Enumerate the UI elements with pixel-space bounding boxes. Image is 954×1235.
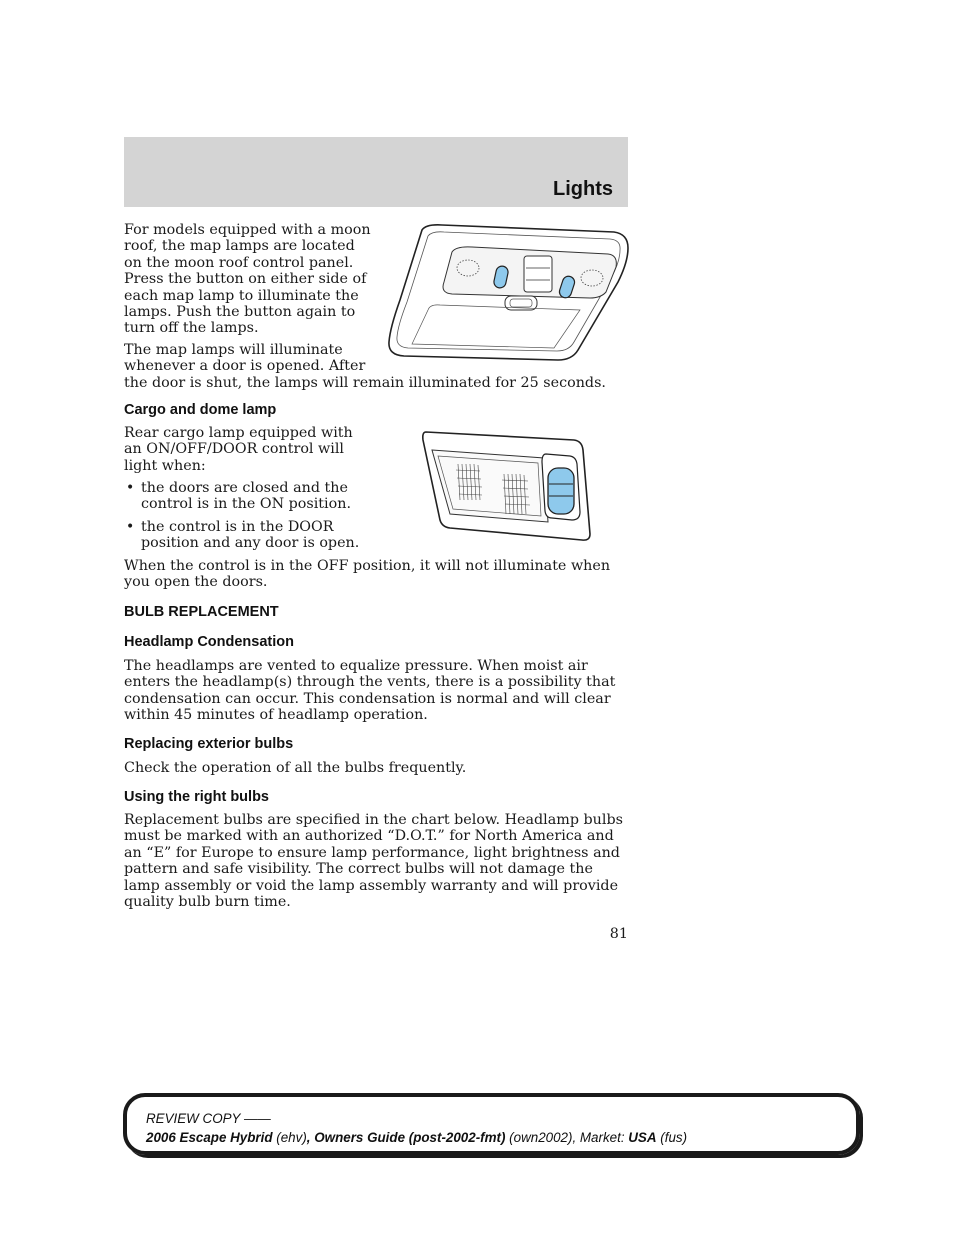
cargo-bullet-item	[124, 519, 384, 552]
illuminate-line-1: The map lamps will illuminate	[124, 342, 343, 358]
review-copy-label: REVIEW COPY ——	[146, 1111, 271, 1126]
replacing-exterior-bulbs-paragraph: Check the operation of all the bulbs frequently.	[124, 760, 467, 776]
illuminate-line-2: whenever a door is opened. After	[124, 358, 366, 375]
vehicle-code: (ehv)	[272, 1130, 307, 1145]
document-info-line	[146, 1128, 856, 1147]
cargo-dome-lamp-heading: Cargo and dome lamp	[124, 402, 277, 418]
cargo-bullet-text-1: the doors are closed and the control is in the ON position.	[141, 480, 351, 513]
cargo-bullet-text-2: the control is in the DOOR position and any door is open.	[141, 519, 360, 552]
bulb-replacement-heading: BULB REPLACEMENT	[124, 604, 279, 620]
headlamp-condensation-paragraph: The headlamps are vented to equalize pressure. When moist air enters the headlamp(s) through the vents, there is a possibility that condensation can occur. This condensation is normal and will clear within 45 minutes of headlamp operation.	[124, 658, 616, 724]
review-copy-footer	[123, 1093, 860, 1155]
page-number: 81	[609, 926, 628, 942]
vehicle-name: 2006 Escape Hybrid	[146, 1130, 273, 1145]
guide-name: Owners Guide (post-2002-fmt)	[314, 1130, 506, 1145]
moon-roof-map-lamp-illustration	[382, 222, 632, 364]
market-code: (fus)	[656, 1130, 688, 1145]
cargo-lamp-illustration	[420, 428, 594, 546]
using-right-bulbs-heading: Using the right bulbs	[124, 789, 269, 805]
cargo-bullet-item	[124, 480, 384, 513]
headlamp-condensation-heading: Headlamp Condensation	[124, 634, 294, 650]
market-label: , Market:	[572, 1130, 629, 1145]
map-lamp-paragraph: For models equipped with a moon roof, the map lamps are located on the moon roof control panel. Press the button on either side of each map lamp to illuminate the lamps. Push the button again to turn off the lamps.	[124, 222, 371, 337]
using-right-bulbs-paragraph: Replacement bulbs are specified in the chart below. Headlamp bulbs must be marked with an authorized “D.O.T.” for North America and an “E” for Europe to ensure lamp performance, light brightness and pattern and safe visibility. The correct bulbs will not damage the lamp assembly or void the lamp assembly warranty and will provide quality bulb burn time.	[124, 812, 623, 911]
illuminate-line-3: the door is shut, the lamps will remain illuminated for 25 seconds.	[124, 374, 606, 391]
footer-separator: ,	[306, 1130, 315, 1145]
replacing-exterior-bulbs-heading: Replacing exterior bulbs	[124, 736, 294, 752]
bullet-dot: •	[126, 519, 135, 535]
cargo-lamp-off-paragraph: When the control is in the OFF position, it will not illuminate when you open the doors.	[124, 558, 611, 591]
bullet-dot: •	[126, 480, 135, 496]
section-title: Lights	[553, 178, 613, 200]
guide-code: (own2002)	[505, 1130, 573, 1145]
section-header-band	[124, 137, 628, 207]
cargo-lamp-intro: Rear cargo lamp equipped with an ON/OFF/DOOR control will light when:	[124, 425, 353, 474]
market-name: USA	[628, 1130, 657, 1145]
